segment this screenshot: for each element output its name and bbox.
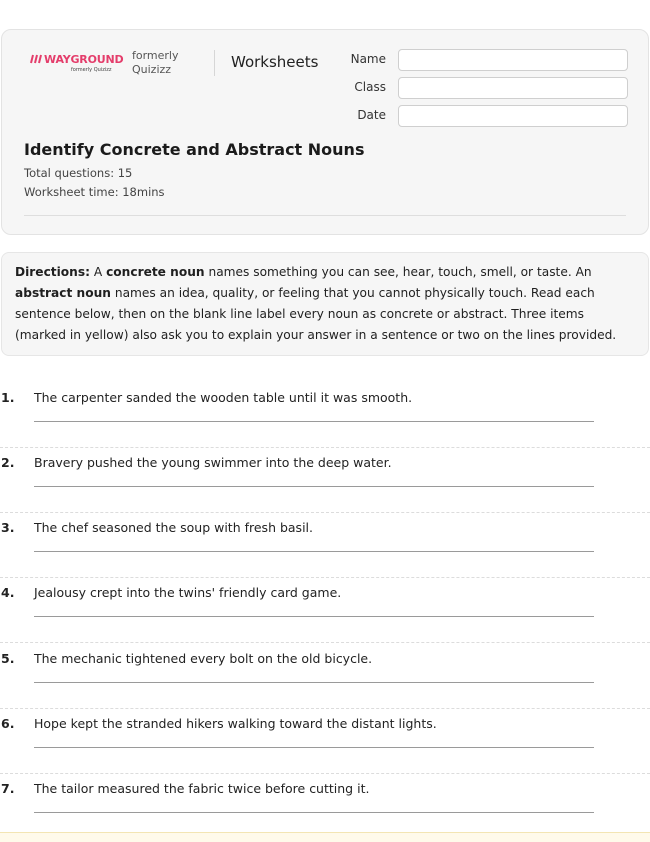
header-divider <box>214 50 215 76</box>
directions-text-3: names an idea, quality, or feeling that you cannot physically touch. Read each sentence below, then on the blank line label every noun as concrete or abstract. Three items (marked in yellow) also ask you to explain your answer in a sentence or two on the lines provided. <box>15 286 617 342</box>
logo-wordmark: WAYGROUND <box>44 53 124 66</box>
answer-line[interactable] <box>34 551 594 552</box>
question-text: Bravery pushed the young swimmer into the deep water. <box>34 455 392 470</box>
question-number: 2. <box>1 455 15 470</box>
question-item <box>0 513 650 578</box>
answer-line[interactable] <box>34 421 594 422</box>
logo-subtext: formerly Quizizz <box>71 67 112 73</box>
directions-text-1: A <box>89 265 107 279</box>
date-label: Date <box>357 108 386 122</box>
question-number: 5. <box>1 651 15 666</box>
question-text: The mechanic tightened every bolt on the old bicycle. <box>34 651 373 666</box>
wayground-logo-icon <box>30 53 123 66</box>
question-item <box>0 383 650 448</box>
question-number: 1. <box>1 390 15 405</box>
question-item <box>0 578 650 643</box>
highlighted-question-edge <box>0 832 650 842</box>
question-item <box>0 644 650 709</box>
class-field[interactable] <box>398 77 628 99</box>
answer-line[interactable] <box>34 747 594 748</box>
logo-stripes-icon <box>30 54 44 64</box>
question-text: Jealousy crept into the twins' friendly card game. <box>34 585 342 600</box>
name-label: Name <box>350 52 386 66</box>
question-number: 6. <box>1 716 15 731</box>
question-number: 3. <box>1 520 15 535</box>
question-text: The carpenter sanded the wooden table until it was smooth. <box>34 390 413 405</box>
abstract-noun-term: abstract noun <box>15 286 111 300</box>
worksheet-time: Worksheet time: 18mins <box>24 185 165 199</box>
answer-line[interactable] <box>34 682 594 683</box>
question-text: The chef seasoned the soup with fresh basil. <box>34 520 313 535</box>
formerly-quizizz-label: formerly Quizizz <box>132 49 179 76</box>
header-rule <box>24 215 626 216</box>
answer-line[interactable] <box>34 812 594 813</box>
question-number: 7. <box>1 781 15 796</box>
product-title: Worksheets <box>231 53 319 71</box>
question-number: 4. <box>1 585 15 600</box>
date-field[interactable] <box>398 105 628 127</box>
answer-line[interactable] <box>34 616 594 617</box>
directions-box <box>1 252 649 356</box>
directions-lead: Directions: <box>15 265 90 279</box>
concrete-noun-term: concrete noun <box>106 265 205 279</box>
question-text: Hope kept the stranded hikers walking toward the distant lights. <box>34 716 437 731</box>
question-item <box>0 774 650 839</box>
total-questions: Total questions: 15 <box>24 166 133 180</box>
question-item <box>0 448 650 513</box>
question-item <box>0 709 650 774</box>
directions-text-2: names something you can see, hear, touch, smell, or taste. An <box>204 265 592 279</box>
class-label: Class <box>354 80 386 94</box>
name-field[interactable] <box>398 49 628 71</box>
worksheet-title: Identify Concrete and Abstract Nouns <box>24 140 365 159</box>
worksheet-header <box>1 29 649 235</box>
answer-line[interactable] <box>34 486 594 487</box>
wayground-logo <box>30 53 124 81</box>
question-text: The tailor measured the fabric twice before cutting it. <box>34 781 370 796</box>
